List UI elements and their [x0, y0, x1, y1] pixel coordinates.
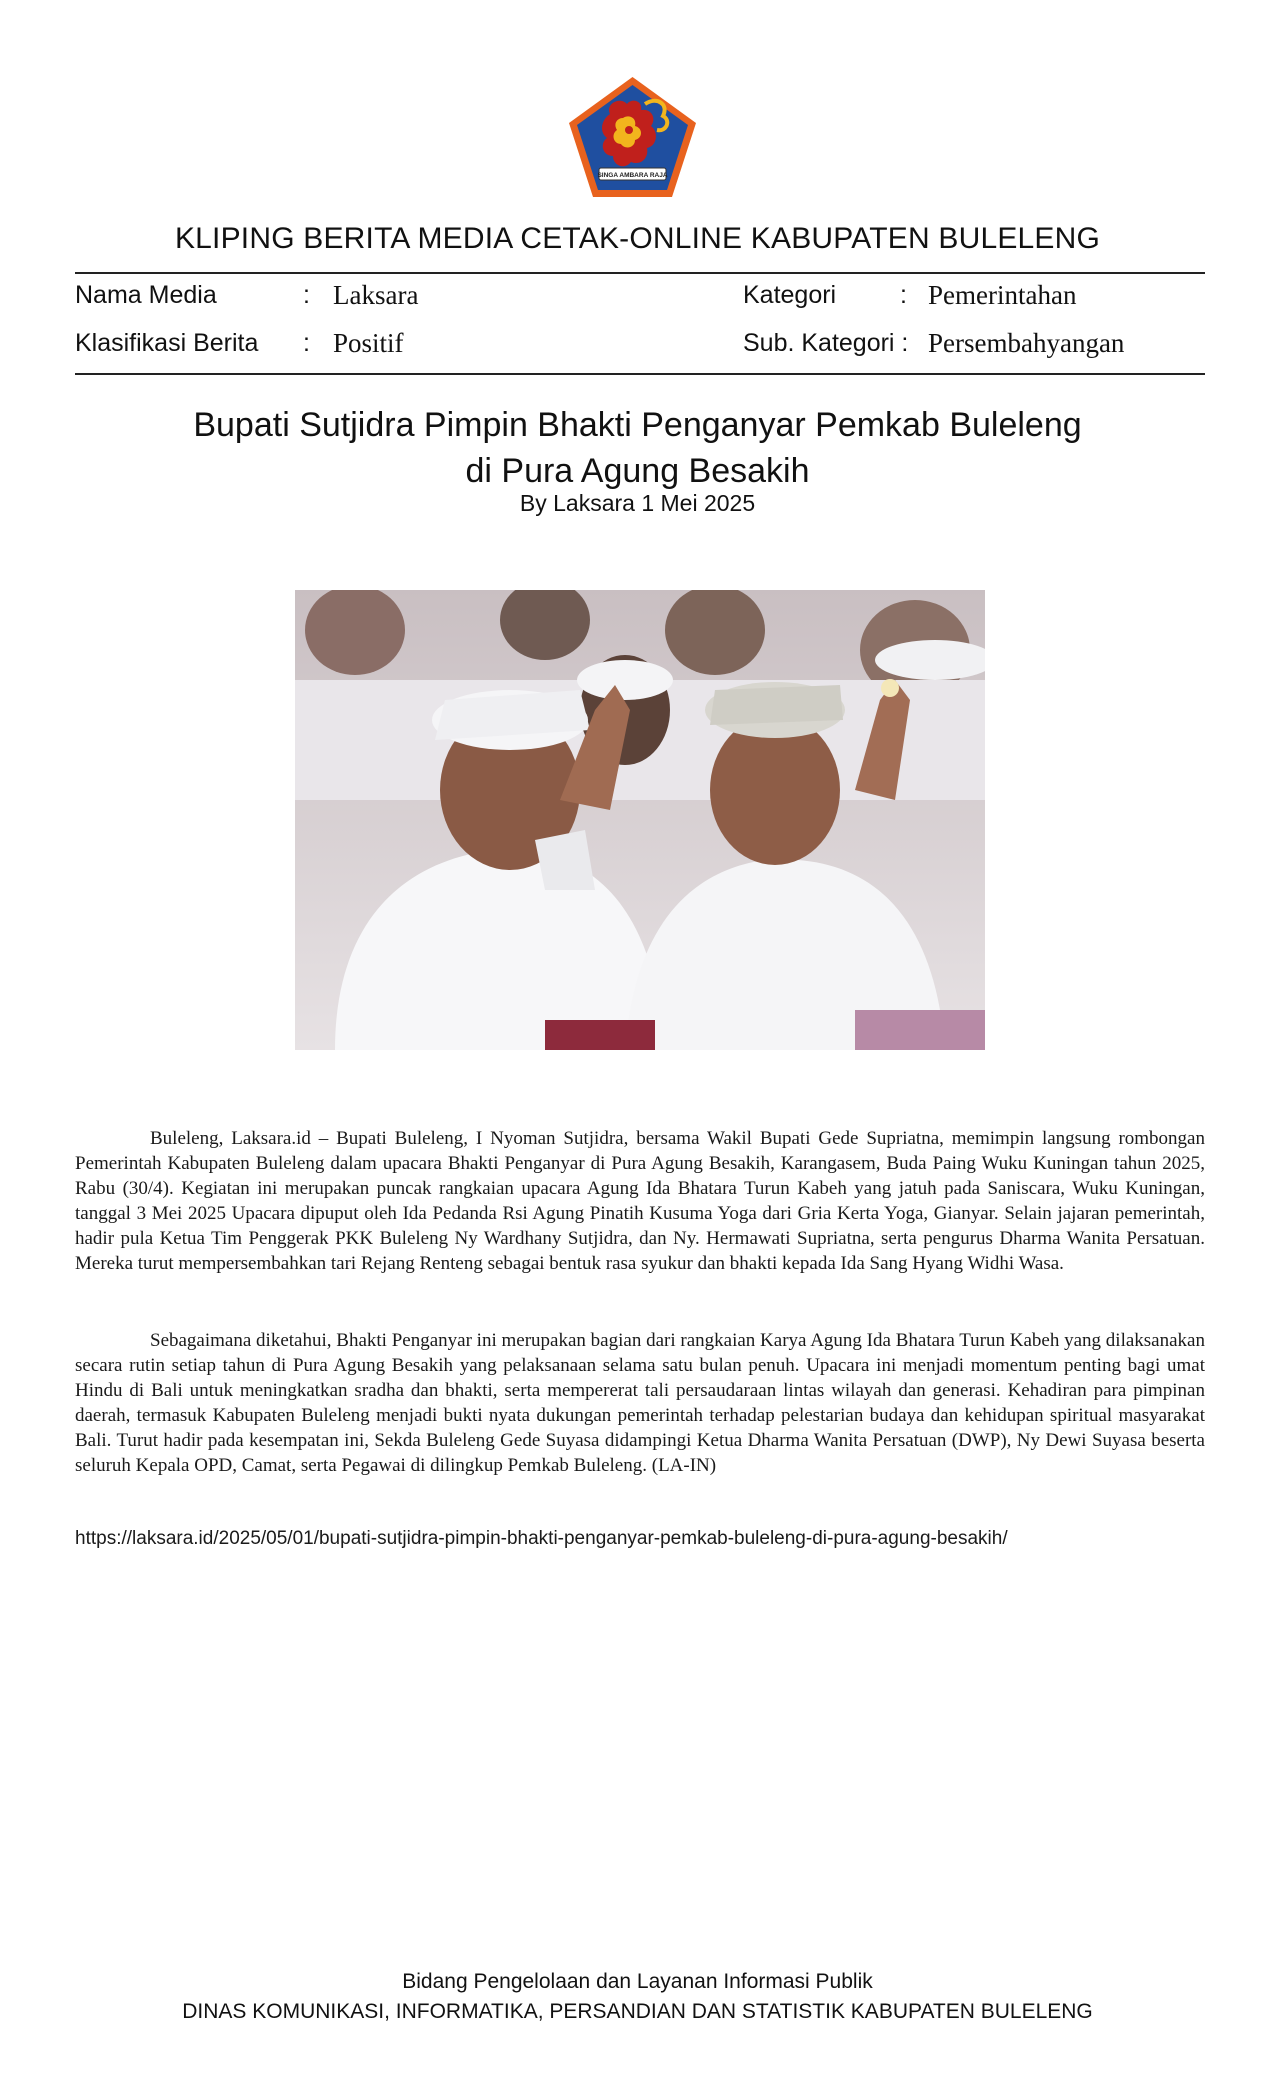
klasifikasi-separator: : — [303, 329, 310, 357]
subkategori-label: Sub. Kategori : — [743, 329, 909, 357]
article-source-link[interactable]: https://laksara.id/2025/05/01/bupati-sutjidra-pimpin-bhakti-penganyar-pemkab-buleleng-di-pura-agung-besakih/ — [75, 1528, 1008, 1549]
kategori-label: Kategori — [743, 281, 837, 309]
klasifikasi-label: Klasifikasi Berita — [75, 329, 259, 357]
subkategori-value: Persembahyangan — [928, 328, 1125, 358]
klasifikasi-value: Positif — [333, 328, 404, 358]
bottom-divider — [75, 373, 1205, 375]
footer-division: Bidang Pengelolaan dan Layanan Informasi Publik — [402, 1970, 873, 1993]
prayer-ceremony-photo — [295, 590, 985, 1050]
top-divider — [75, 272, 1205, 274]
logo-motto: SINGA AMBARA RAJA — [597, 172, 668, 179]
article-paragraph-1: Buleleng, Laksara.id – Bupati Buleleng, I Nyoman Sutjidra, bersama Wakil Bupati Gede Supriatna, memimpin langsung rombongan Pemerintah Kabupaten Buleleng dalam upacara Bhakti Penganyar di Pura Agung Besakih, Karangasem, Buda Paing Wuku Kuningan tahun 2025, Rabu (30/4). Kegiatan ini merupakan puncak rangkaian upacara Agung Ida Bhatara Turun Kabeh yang jatuh pada Saniscara, Wuku Kuningan, tanggal 3 Mei 2025 Upacara dipuput oleh Ida Pedanda Rsi Agung Pinatih Kusuma Yoga dari Gria Kerta Yoga, Gianyar. Selain jajaran pemerintah, hadir pula Ketua Tim Penggerak PKK Buleleng Ny Wardhany Sutjidra, dan Ny. Hermawati Supriatna, serta pengurus Dharma Wanita Persatuan. Mereka turut mempersembahkan tari Rejang Renteng sebagai bentuk rasa syukur dan bhakti kepada Ida Sang Hyang Widhi Wasa. — [75, 1128, 1205, 1274]
media-label: Nama Media — [75, 281, 217, 309]
article-title-line2: di Pura Agung Besakih — [465, 452, 810, 490]
article-paragraph-2: Sebagaimana diketahui, Bhakti Penganyar ini merupakan bagian dari rangkaian Karya Agung Ida Bhatara Turun Kabeh yang dilaksanakan secara rutin setiap tahun di Pura Agung Besakih yang pelaksanaan selama satu bulan penuh. Upacara ini menjadi momentum penting bagi umat Hindu di Bali untuk meningkatkan sradha dan bhakti, serta mempererat tali persaudaraan lintas wilayah dan generasi. Kehadiran para pimpinan daerah, termasuk Kabupaten Buleleng menjadi bukti nyata dukungan pemerintah terhadap pelestarian budaya dan kehidupan spiritual masyarakat Bali. Turut hadir pada kesempatan ini, Sekda Buleleng Gede Suyasa didampingi Ketua Dharma Wanita Persatuan (DWP), Ny Dewi Suyasa beserta seluruh Kepala OPD, Camat, serta Pegawai di dilingkup Pemkab Buleleng. (LA-IN) — [75, 1330, 1205, 1476]
masthead-title: KLIPING BERITA MEDIA CETAK-ONLINE KABUPATEN BULELENG — [174, 222, 1101, 255]
article-byline: By Laksara 1 Mei 2025 — [519, 490, 756, 516]
media-value: Laksara — [333, 280, 419, 310]
kategori-value: Pemerintahan — [928, 280, 1077, 310]
buleleng-crest-icon — [565, 74, 700, 200]
kategori-separator: : — [900, 281, 907, 309]
media-separator: : — [303, 281, 310, 309]
footer-agency: DINAS KOMUNIKASI, INFORMATIKA, PERSANDIAN DAN STATISTIK KABUPATEN BULELENG — [182, 2000, 1093, 2023]
article-title-line1: Bupati Sutjidra Pimpin Bhakti Penganyar Pemkab Buleleng — [193, 406, 1082, 444]
